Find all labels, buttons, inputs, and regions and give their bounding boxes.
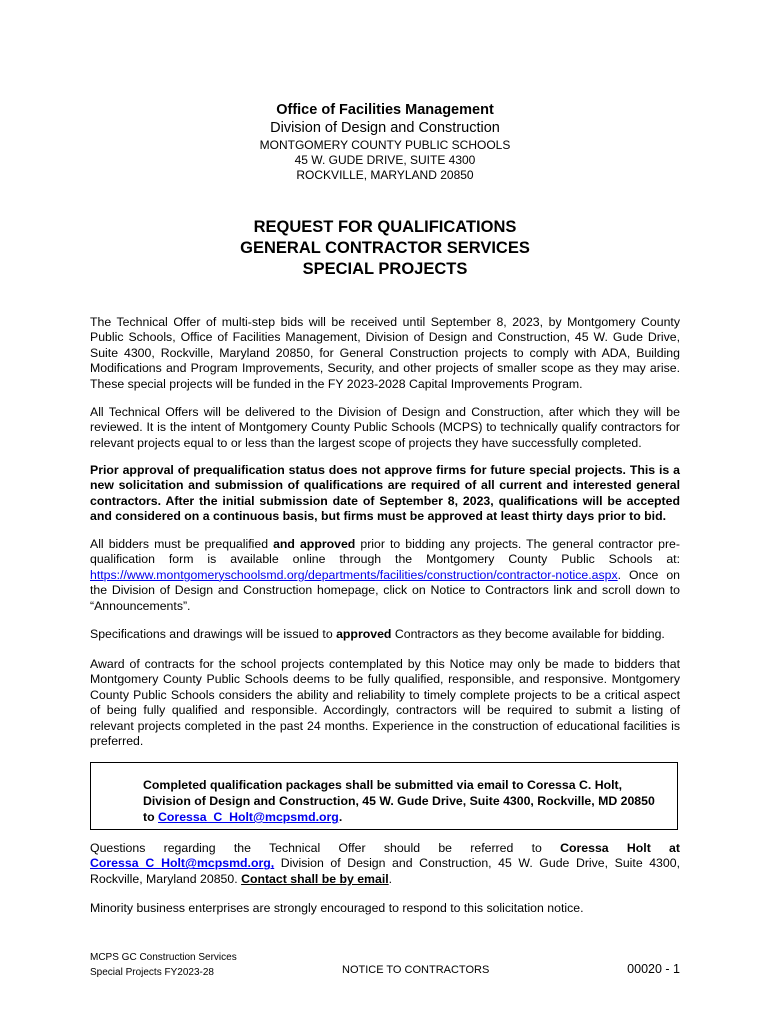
p4-emphasis: and approved	[273, 537, 356, 551]
paragraph-7	[90, 841, 680, 887]
paragraph-3	[90, 463, 680, 525]
title-line-1: REQUEST FOR QUALIFICATIONS	[253, 218, 517, 236]
title-line-3: SPECIAL PROJECTS	[302, 260, 468, 278]
p5-text-c: Contractors as they become available for bidding.	[391, 627, 665, 641]
paragraph-6	[90, 657, 680, 749]
contractor-notice-link[interactable]: https://www.montgomeryschoolsmd.org/departments/facilities/construction/contractor-notice.aspx	[90, 567, 618, 582]
paragraph-7-text	[90, 841, 680, 887]
submission-email-link[interactable]: Coressa_C_Holt@mcpsmd.org	[158, 810, 339, 824]
footer-left	[90, 950, 237, 980]
submission-box	[90, 762, 678, 830]
paragraph-2	[90, 405, 680, 451]
paragraph-5	[90, 627, 680, 642]
p7-text-e: .	[388, 871, 393, 886]
paragraph-3-text: Prior approval of prequalification status does not approve firms for future special projects. This is a new solicitation and submission of qualifications are required of all current and interested general contractors. After the initial submission date of September 8, 2023, qualifications will be accepted and considered on a continuous basis, but firms must be approved at least thirty days prior to bid.	[90, 463, 680, 524]
organization-name: MONTGOMERY COUNTY PUBLIC SCHOOLS	[259, 138, 511, 152]
paragraph-6-text: Award of contracts for the school projects contemplated by this Notice may only be made to bidders that Montgomery County Public Schools deems to be fully qualified, responsible, and responsive. Montgomery County Public Schools considers the ability and reliability to timely complete projects to be a critical aspect of being fully qualified and responsible. Accordingly, contractors will be required to submit a listing of relevant projects completed in the past 24 months. Experience in the construction of educational facilities is preferred.	[90, 657, 680, 749]
paragraph-8	[90, 901, 680, 916]
division-name: Division of Design and Construction	[270, 120, 500, 136]
p7-text-a: Questions regarding the Technical Offer should be referred to	[90, 841, 561, 855]
paragraph-1-text: The Technical Offer of multi-step bids will be received until September 8, 2023, by Montgomery County Public Schools, Office of Facilities Management, Division of Design and Construction, 45 W. Gude Drive, Suite 4300, Rockville, Maryland 20850, for General Construction projects to comply with ADA, Building Modifications and Program Improvements, Security, and other projects of smaller scope as they may arise. These special projects will be funded in the FY 2023-2028 Capital Improvements Program.	[90, 315, 680, 391]
p4-text-d: . Once on the Division of Design and Construction homepage, click on Notice to Contractors link and scroll down to “Announcements”.	[90, 567, 680, 613]
submission-text	[143, 777, 663, 825]
box-text-b: .	[338, 810, 343, 824]
p5-text-a: Specifications and drawings will be issued to	[90, 627, 337, 641]
paragraph-4	[90, 537, 680, 614]
footer-left-line-2: Special Projects FY2023-28	[90, 967, 214, 978]
p4-text-a: All bidders must be prequalified	[90, 537, 274, 551]
p5-emphasis: approved	[336, 627, 392, 641]
page-number: 00020 - 1	[627, 962, 680, 976]
questions-email-link[interactable]: Coressa_C_Holt@mcpsmd.org,	[90, 856, 275, 871]
p7-contact-name: Coressa Holt at	[560, 841, 680, 855]
footer-center-label: NOTICE TO CONTRACTORS	[342, 964, 490, 976]
footer-left-line-1: MCPS GC Construction Services	[90, 952, 237, 963]
address-line-1: 45 W. GUDE DRIVE, SUITE 4300	[294, 153, 476, 167]
document-title	[0, 217, 770, 280]
paragraph-2-text: All Technical Offers will be delivered to the Division of Design and Construction, after which they will be reviewed. It is the intent of Montgomery County Public Schools (MCPS) to technically qualify contractors for relevant projects equal to or less than the largest scope of projects they have successfully completed.	[90, 405, 680, 450]
office-name: Office of Facilities Management	[276, 102, 494, 118]
paragraph-4-text	[90, 537, 680, 614]
address-line-2: ROCKVILLE, MARYLAND 20850	[296, 168, 474, 182]
box-text-a: Completed qualification packages shall be submitted via email to Coressa C. Holt, Division of Design and Construction, 45 W. Gude Drive, Suite 4300, Rockville, MD 20850 to	[143, 778, 655, 824]
paragraph-8-text: Minority business enterprises are strongly encouraged to respond to this solicitation notice.	[90, 901, 584, 915]
p4-text-c: prior to bidding any projects. The general contractor pre-qualification form is available online through the Montgomery County Public Schools at:	[90, 537, 680, 567]
paragraph-5-text	[90, 627, 680, 642]
title-line-2: GENERAL CONTRACTOR SERVICES	[240, 239, 530, 257]
paragraph-1	[90, 315, 680, 392]
p7-contact-by-email: Contact shall be by email	[241, 871, 389, 886]
letterhead	[0, 101, 770, 183]
p7-text-c: Division of Design and Construction, 45 W. Gude Drive, Suite 4300, Rockville, Maryland 20850.	[90, 856, 680, 886]
